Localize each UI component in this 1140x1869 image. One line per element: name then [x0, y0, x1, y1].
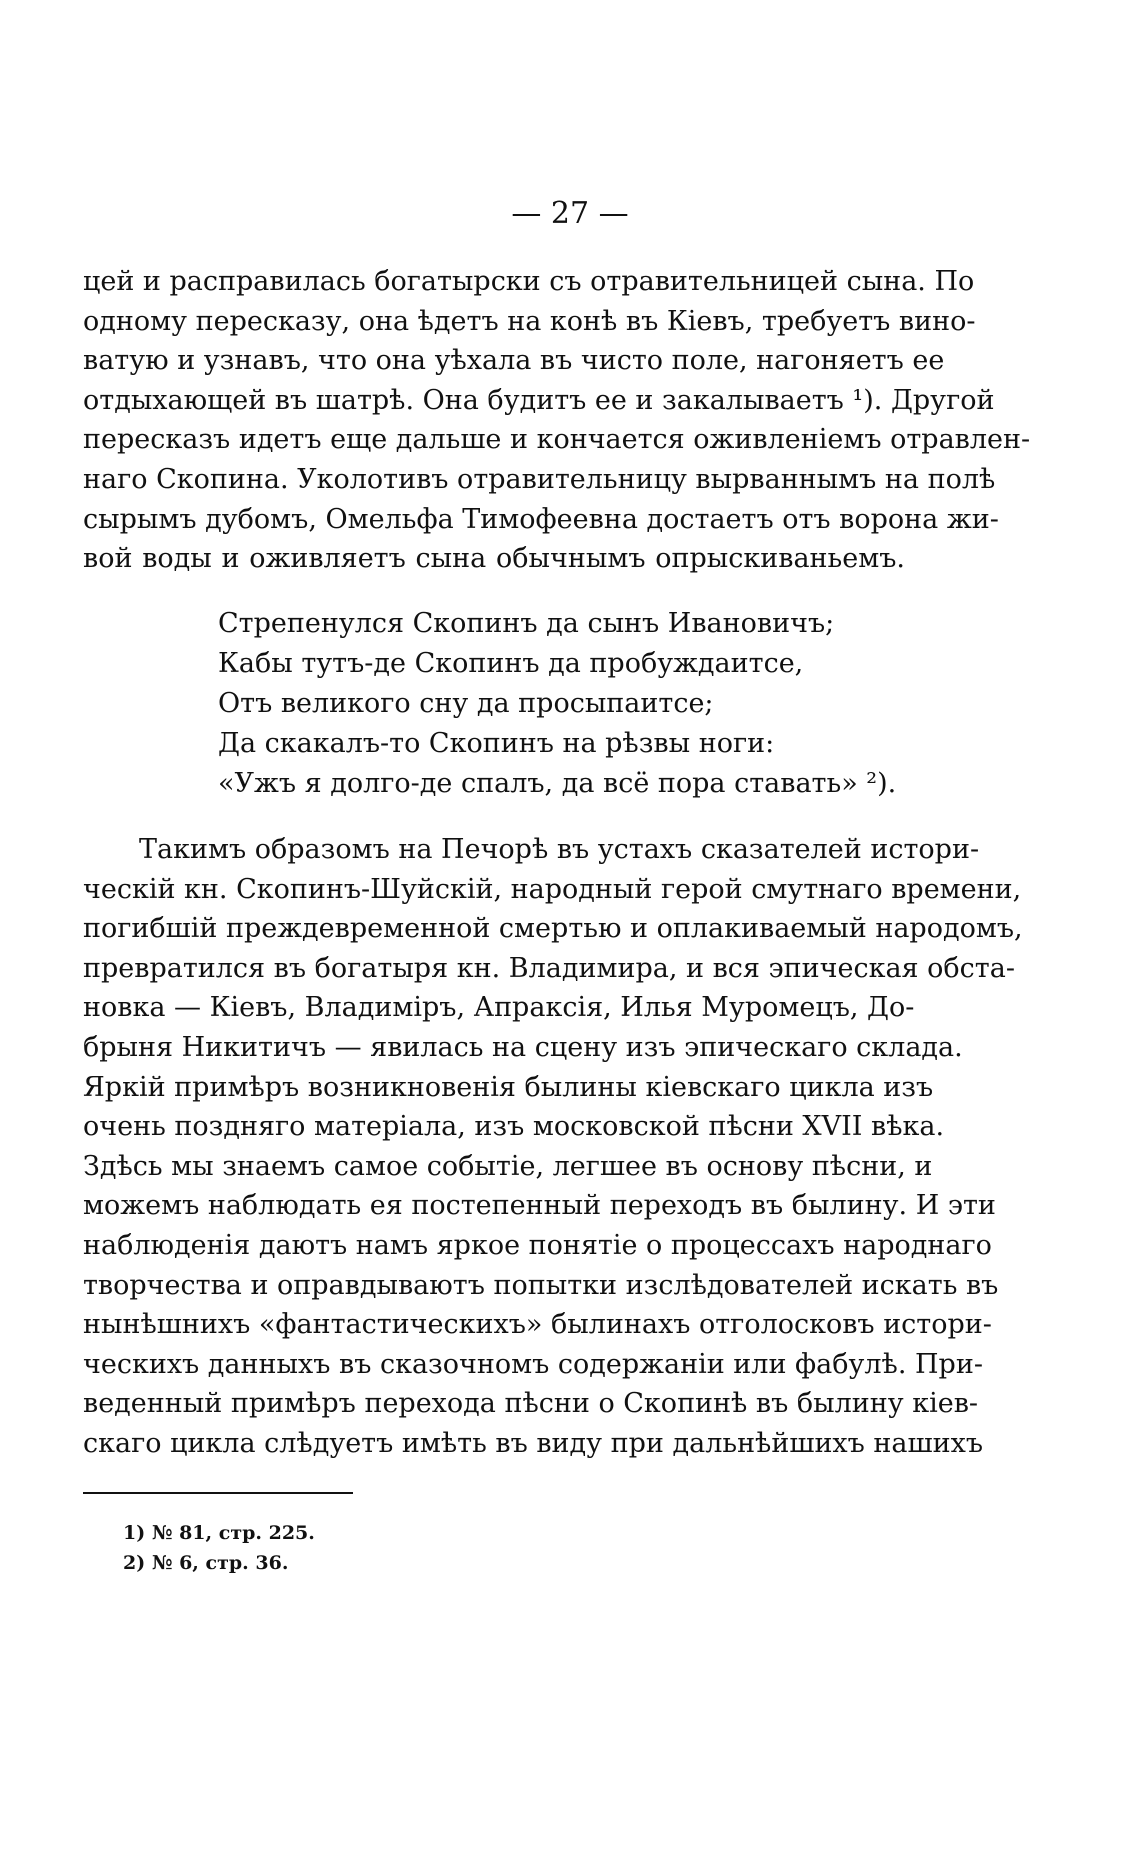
paragraph-line: отдыхающей въ шатрѣ. Она будитъ ее и закалываетъ ¹). Другой — [83, 384, 995, 416]
paragraph-line: веденный примѣръ перехода пѣсни о Скопинѣ въ былину кіев- — [83, 1388, 979, 1420]
paragraph-line: брыня Никитичъ — явилась на сцену изъ эпическаго склада. — [83, 1031, 963, 1063]
verse-line: «Ужъ я долго-де спалъ, да всё пора ставать» ²). — [218, 768, 897, 799]
paragraph-line: цей и расправилась богатырски съ отравительницей сына. По — [83, 266, 975, 297]
verse-line: Отъ великого сну да просыпаитсе; — [218, 688, 714, 719]
paragraph-line: погибшій преждевременной смертью и оплакиваемый народомъ, — [83, 913, 1023, 945]
paragraph-line: очень поздняго матеріала, изъ московской пѣсни XVII вѣка. — [83, 1111, 945, 1143]
paragraph-1 — [83, 262, 1031, 579]
paragraph-line: новка — Кіевъ, Владиміръ, Апраксія, Илья Муромецъ, До- — [83, 992, 915, 1024]
paragraph-line: одному пересказу, она ѣдетъ на конѣ въ Кіевъ, требуетъ вино- — [83, 305, 976, 337]
paragraph-line: творчества и оправдываютъ попытки изслѣдователей искать въ — [83, 1269, 999, 1301]
verse-line: Кабы тутъ-де Скопинъ да пробуждаитсе, — [218, 648, 804, 679]
footnotes — [123, 1518, 315, 1578]
footnote-2: 2) № 6, стр. 36. — [123, 1552, 289, 1574]
paragraph-line: ческихъ данныхъ въ сказочномъ содержаніи или фабулѣ. При- — [83, 1348, 983, 1380]
paragraph-line: наблюденія даютъ намъ яркое понятіе о процессахъ народнаго — [83, 1229, 992, 1261]
paragraph-line: нынѣшнихъ «фантастическихъ» былинахъ отголосковъ истори- — [83, 1309, 992, 1341]
footnote-1: 1) № 81, стр. 225. — [123, 1522, 315, 1544]
paragraph-2 — [83, 830, 1023, 1464]
paragraph-line: можемъ наблюдать ея постепенный переходъ въ былину. И эти — [83, 1190, 996, 1222]
paragraph-line: Яркій примѣръ возникновенія былины кіевскаго цикла изъ — [83, 1071, 934, 1103]
paragraph-line: сырымъ дубомъ, Омельфа Тимофеевна достаетъ отъ ворона жи- — [83, 503, 999, 535]
footnote-divider — [83, 1492, 353, 1494]
verse-line: Да скакалъ-то Скопинъ на рѣзвы ноги: — [218, 728, 775, 759]
verse-line: Стрепенулся Скопинъ да сынъ Ивановичъ; — [218, 608, 835, 639]
paragraph-line: скаго цикла слѣдуетъ имѣть въ виду при дальнѣйшихъ нашихъ — [83, 1427, 984, 1459]
paragraph-line: Здѣсь мы знаемъ самое событіе, легшее въ основу пѣсни, и — [83, 1150, 933, 1182]
verse-quote — [218, 604, 896, 804]
paragraph-line: ватую и узнавъ, что она уѣхала въ чисто поле, нагоняетъ ее — [83, 345, 945, 377]
paragraph-line: ческій кн. Скопинъ-Шуйскій, народный герой смутнаго времени, — [83, 873, 1022, 905]
paragraph-line: превратился въ богатыря кн. Владимира, и вся эпическая обста- — [83, 952, 1015, 984]
paragraph-line: вой воды и оживляетъ сына обычнымъ опрыскиваньемъ. — [83, 543, 905, 575]
paragraph-line: пересказъ идетъ еще дальше и кончается оживленіемъ отравлен- — [83, 424, 1031, 456]
page-number: — 27 — — [511, 196, 629, 231]
paragraph-line: Такимъ образомъ на Печорѣ въ устахъ сказателей истори- — [139, 834, 980, 865]
paragraph-line: наго Скопина. Уколотивъ отравительницу вырваннымъ на полѣ — [83, 463, 996, 495]
